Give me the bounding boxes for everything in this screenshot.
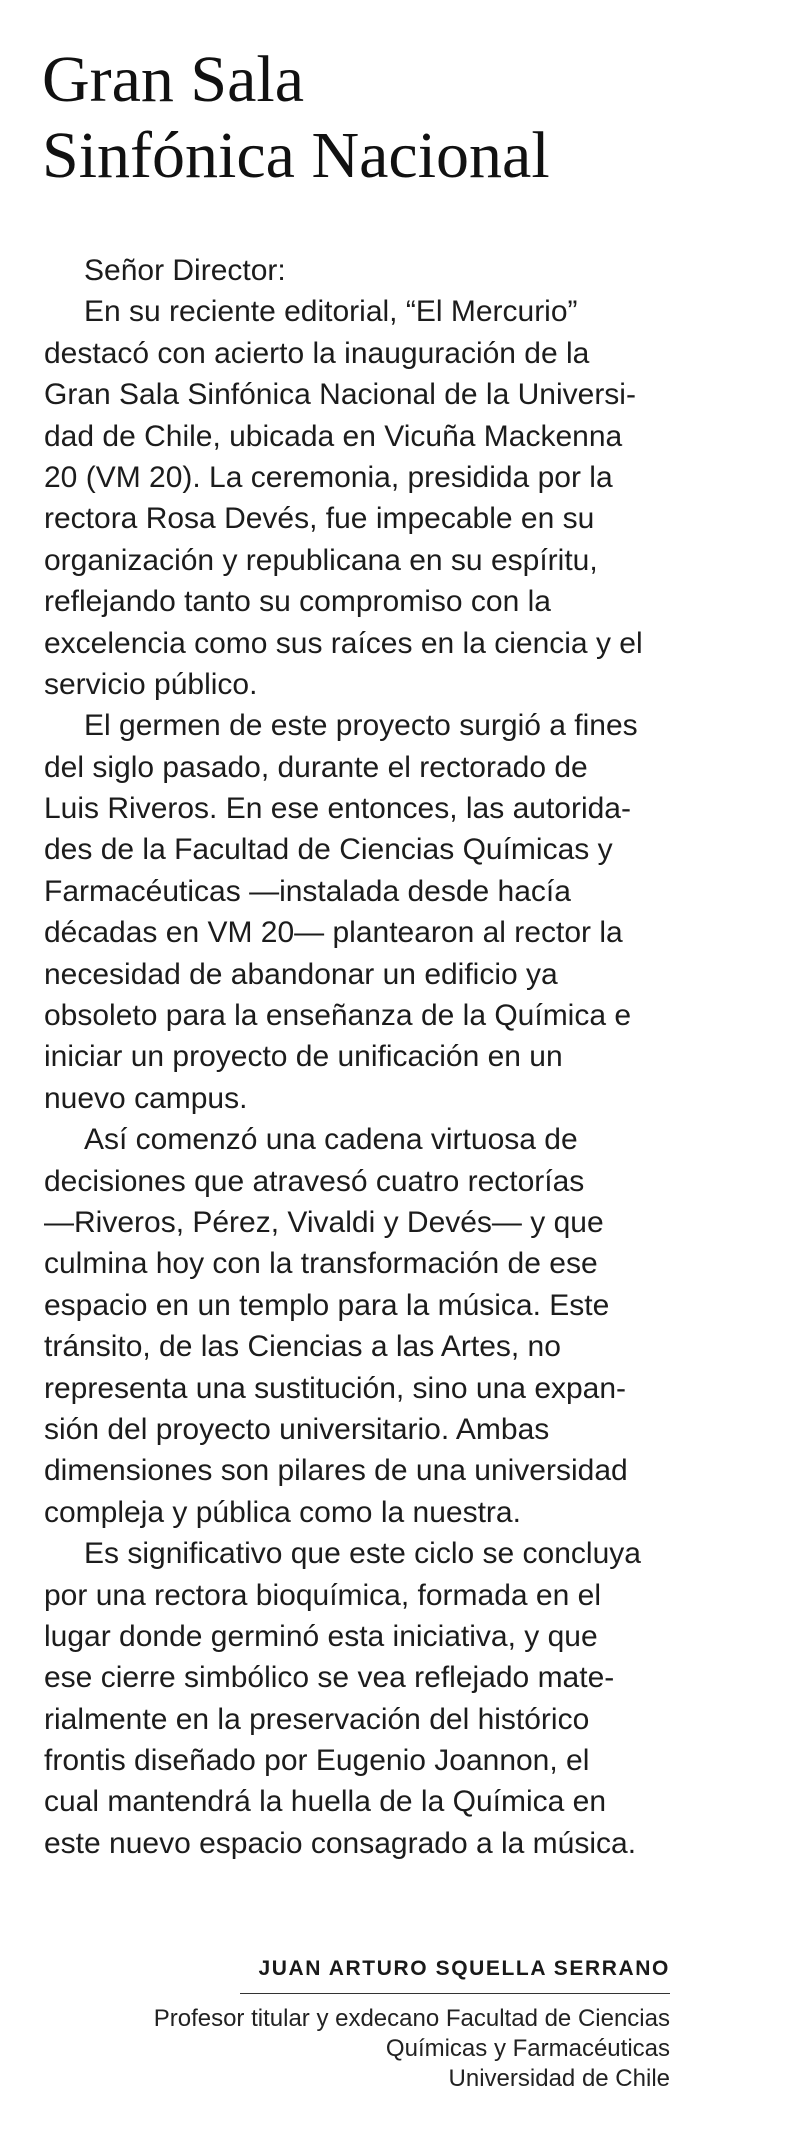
body-line: este nuevo espacio consagrado a la música.	[44, 1826, 637, 1860]
body-line: rialmente en la preservación del histórico	[44, 1702, 590, 1736]
body-line: En su reciente editorial, “El Mercurio”	[84, 295, 578, 329]
affiliation-line: Profesor titular y exdecano Facultad de Ciencias	[153, 2005, 670, 2032]
body-line: Así comenzó una cadena virtuosa de	[84, 1123, 578, 1157]
body-line: Es significativo que este ciclo se concluya	[84, 1537, 641, 1571]
headline-line-2: Sinfónica Nacional	[42, 119, 550, 192]
body-line: sión del proyecto universitario. Ambas	[44, 1412, 550, 1446]
body-line: espacio en un templo para la música. Este	[44, 1288, 610, 1322]
body-line: destacó con acierto la inauguración de la	[44, 336, 590, 370]
body-line: decisiones que atravesó cuatro rectorías	[44, 1164, 585, 1198]
body-line: —Riveros, Pérez, Vivaldi y Devés— y que	[44, 1205, 604, 1239]
body-line: rectora Rosa Devés, fue impecable en su	[44, 502, 595, 536]
body-line: reflejando tanto su compromiso con la	[44, 585, 551, 619]
body-line: El germen de este proyecto surgió a fines	[84, 709, 638, 743]
author-affiliation	[80, 2004, 670, 2094]
body-line: lugar donde germinó esta iniciativa, y que	[44, 1619, 598, 1653]
body-line: ese cierre simbólico se vea reflejado mate-	[44, 1661, 615, 1695]
body-line: servicio público.	[44, 667, 258, 701]
body-line: Gran Sala Sinfónica Nacional de la Universi-	[44, 378, 636, 412]
salutation-line: Señor Director:	[84, 254, 286, 287]
body-line: del siglo pasado, durante el rectorado de	[44, 750, 588, 784]
body-line: excelencia como sus raíces en la ciencia y el	[44, 626, 643, 660]
body-line: des de la Facultad de Ciencias Químicas y	[44, 833, 613, 867]
body-line: dad de Chile, ubicada en Vicuña Mackenna	[44, 419, 623, 453]
body-line: culmina hoy con la transformación de ese	[44, 1247, 598, 1281]
body-line: décadas en VM 20— plantearon al rector la	[44, 916, 623, 950]
body-line: organización y republicana en su espíritu,	[44, 543, 598, 577]
body-line: Farmacéuticas —instalada desde hacía	[44, 874, 571, 908]
headline	[42, 42, 762, 194]
headline-line-1: Gran Sala	[42, 43, 305, 116]
body-line: representa una sustitución, sino una expan-	[44, 1371, 627, 1405]
body-line: dimensiones son pilares de una universidad	[44, 1454, 628, 1488]
body-line: cual mantendrá la huella de la Química en	[44, 1785, 607, 1819]
letter-body	[44, 250, 684, 1864]
body-line: nuevo campus.	[44, 1081, 248, 1115]
body-line: frontis diseñado por Eugenio Joannon, el	[44, 1744, 590, 1778]
author-name: JUAN ARTURO SQUELLA SERRANO	[258, 1957, 670, 1980]
affiliation-line: Universidad de Chile	[448, 2065, 670, 2092]
body-line: 20 (VM 20). La ceremonia, presidida por la	[44, 460, 613, 494]
body-line: compleja y pública como la nuestra.	[44, 1495, 521, 1529]
signature-divider	[240, 1993, 670, 1994]
affiliation-line: Químicas y Farmacéuticas	[385, 2035, 670, 2062]
body-line: obsoleto para la enseñanza de la Química e	[44, 999, 632, 1033]
body-line: por una rectora bioquímica, formada en el	[44, 1578, 601, 1612]
body-line: tránsito, de las Ciencias a las Artes, no	[44, 1330, 561, 1364]
body-line: necesidad de abandonar un edificio ya	[44, 957, 558, 991]
body-line: iniciar un proyecto de unificación en un	[44, 1040, 563, 1074]
body-line: Luis Riveros. En ese entonces, las autorida-	[44, 792, 631, 826]
